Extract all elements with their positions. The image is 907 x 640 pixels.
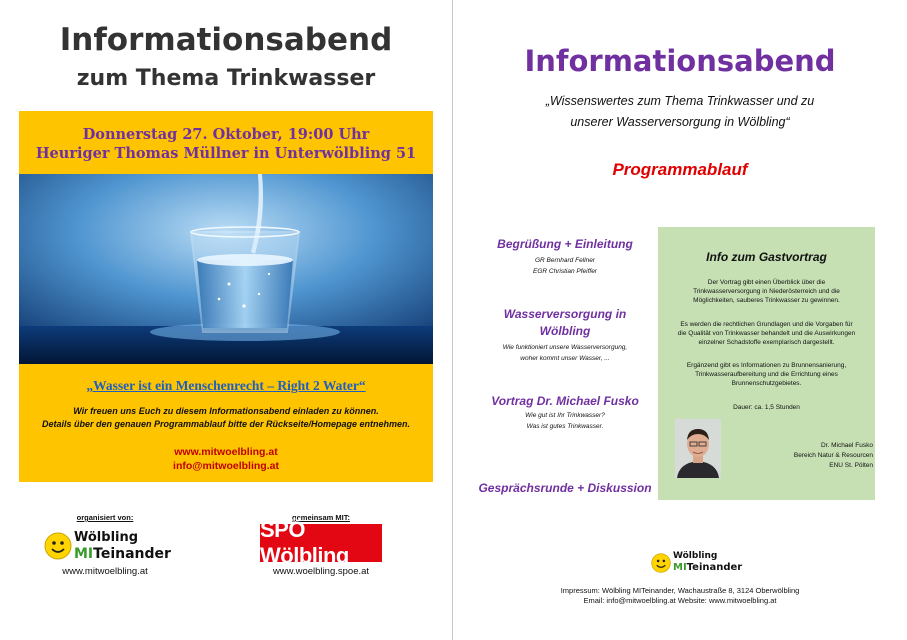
- program-title: Programmablauf: [612, 160, 748, 179]
- agenda-item-heading: Gesprächsrunde + Diskussion: [478, 481, 652, 495]
- footer-logo-tagline: MITeinander: [673, 562, 743, 573]
- guest-talk-paragraph: [661, 361, 872, 388]
- invite-text-1: Wir freuen uns Euch zu diesem Informationsabend einladen zu können.: [73, 406, 379, 416]
- text-line: Trinkwasserversorgung in Niederösterreich und die: [693, 288, 840, 295]
- speaker-info: [740, 441, 873, 471]
- text-line: Brunnenschutzgebietes.: [731, 380, 802, 387]
- left-page-subtitle: zum Thema Trinkwasser: [76, 66, 376, 91]
- guest-talk-paragraph: [661, 320, 872, 347]
- agenda-item-heading: Wölbling: [539, 324, 591, 338]
- footer-logo-name: Wölbling: [673, 551, 718, 561]
- invite-text-2: Details über den genauen Programmablauf bitte der Rückseite/Homepage entnehmen.: [41, 419, 411, 429]
- agenda-item-detail: Wie funktioniert unsere Wasserversorgung,: [502, 344, 628, 351]
- page-divider: [452, 0, 453, 640]
- event-location: Heuriger Thomas Müllner in Unterwölbling 51: [35, 145, 417, 162]
- text-line: Möglichkeiten, sauberes Trinkwasser zu gewinnen.: [693, 297, 840, 304]
- spo-logo: SPÖ Wölbling: [260, 524, 382, 562]
- footer-logo: [651, 551, 761, 575]
- speaker-photo: [675, 419, 721, 478]
- smiley-icon: [44, 532, 72, 560]
- subtitle-line-2: unserer Wasserversorgung in Wölbling“: [570, 115, 790, 129]
- agenda-item-detail: EGR Christian Pfeiffer: [533, 268, 597, 275]
- impressum-line-1: Impressum: Wölbling MITeinander, Wachaustraße 8, 3124 Oberwölbling: [560, 586, 800, 595]
- text-line: Trinkwasseraufbereitung und die Errichtung eines: [695, 371, 838, 378]
- organizer-logo-name: Wölbling: [74, 530, 139, 545]
- text-line: einzelner Schadstoffe exemplarisch dargestellt.: [698, 339, 835, 346]
- agenda-item-detail: Wie gut ist Ihr Trinkwasser?: [525, 412, 605, 419]
- tagline: „Wasser ist ein Menschenrecht – Right 2 Water“: [86, 378, 366, 393]
- text-line: die Qualität von Trinkwasser behandelt und die Auswirkungen: [677, 330, 856, 337]
- agenda-item-heading: Vortrag Dr. Michael Fusko: [491, 394, 639, 408]
- organizer-logo: [44, 528, 174, 564]
- text-line: Es werden die rechtlichen Grundlagen und die Vorgaben für: [680, 321, 853, 328]
- speaker-department: Bereich Natur & Resourcen: [793, 452, 873, 459]
- text-line: Der Vortrag gibt einen Überblick über die: [707, 279, 826, 286]
- text-line: Ergänzend gibt es Informationen zu Brunnensanierung,: [686, 362, 847, 369]
- agenda-item-heading: Begrüßung + Einleitung: [497, 237, 633, 251]
- guest-talk-duration: Dauer: ca. 1,5 Stunden: [733, 404, 800, 411]
- water-glass-photo: [19, 174, 433, 364]
- agenda-item-heading: Wasserversorgung in: [503, 307, 627, 321]
- impressum-line-2: Email: info@mitwoelbling.at Website: www.mitwoelbling.at: [583, 596, 777, 605]
- subtitle-line-1: „Wissenswertes zum Thema Trinkwasser und zu: [545, 94, 815, 108]
- contact-website[interactable]: www.mitwoelbling.at: [174, 446, 278, 458]
- organizer-logo-tagline: MITeinander: [74, 546, 171, 562]
- left-page-title: Informationsabend: [59, 22, 393, 58]
- guest-talk-paragraph: [661, 278, 872, 305]
- smiley-icon: [651, 553, 671, 573]
- organizer-label: organisiert von:: [76, 513, 134, 522]
- agenda-item-detail: Was ist gutes Trinkwasser.: [526, 423, 604, 430]
- organizer-url[interactable]: www.mitwoelbling.at: [62, 566, 148, 577]
- partner-label: gemeinsam MIT:: [292, 513, 350, 522]
- right-page-subtitle: [480, 91, 880, 133]
- guest-talk-title: Info zum Gastvortrag: [706, 250, 827, 264]
- speaker-organization: ENU St. Pölten: [829, 462, 873, 469]
- right-page-title: Informationsabend: [524, 44, 836, 78]
- contact-email[interactable]: info@mitwoelbling.at: [173, 460, 279, 472]
- partner-url[interactable]: www.woelbling.spoe.at: [272, 566, 370, 577]
- event-date: Donnerstag 27. Oktober, 19:00 Uhr: [82, 126, 370, 143]
- speaker-name: Dr. Michael Fusko: [820, 442, 873, 449]
- agenda-item-detail: GR Bernhard Fellner: [535, 257, 595, 264]
- agenda-item-detail: woher kommt unser Wasser, ...: [520, 355, 610, 362]
